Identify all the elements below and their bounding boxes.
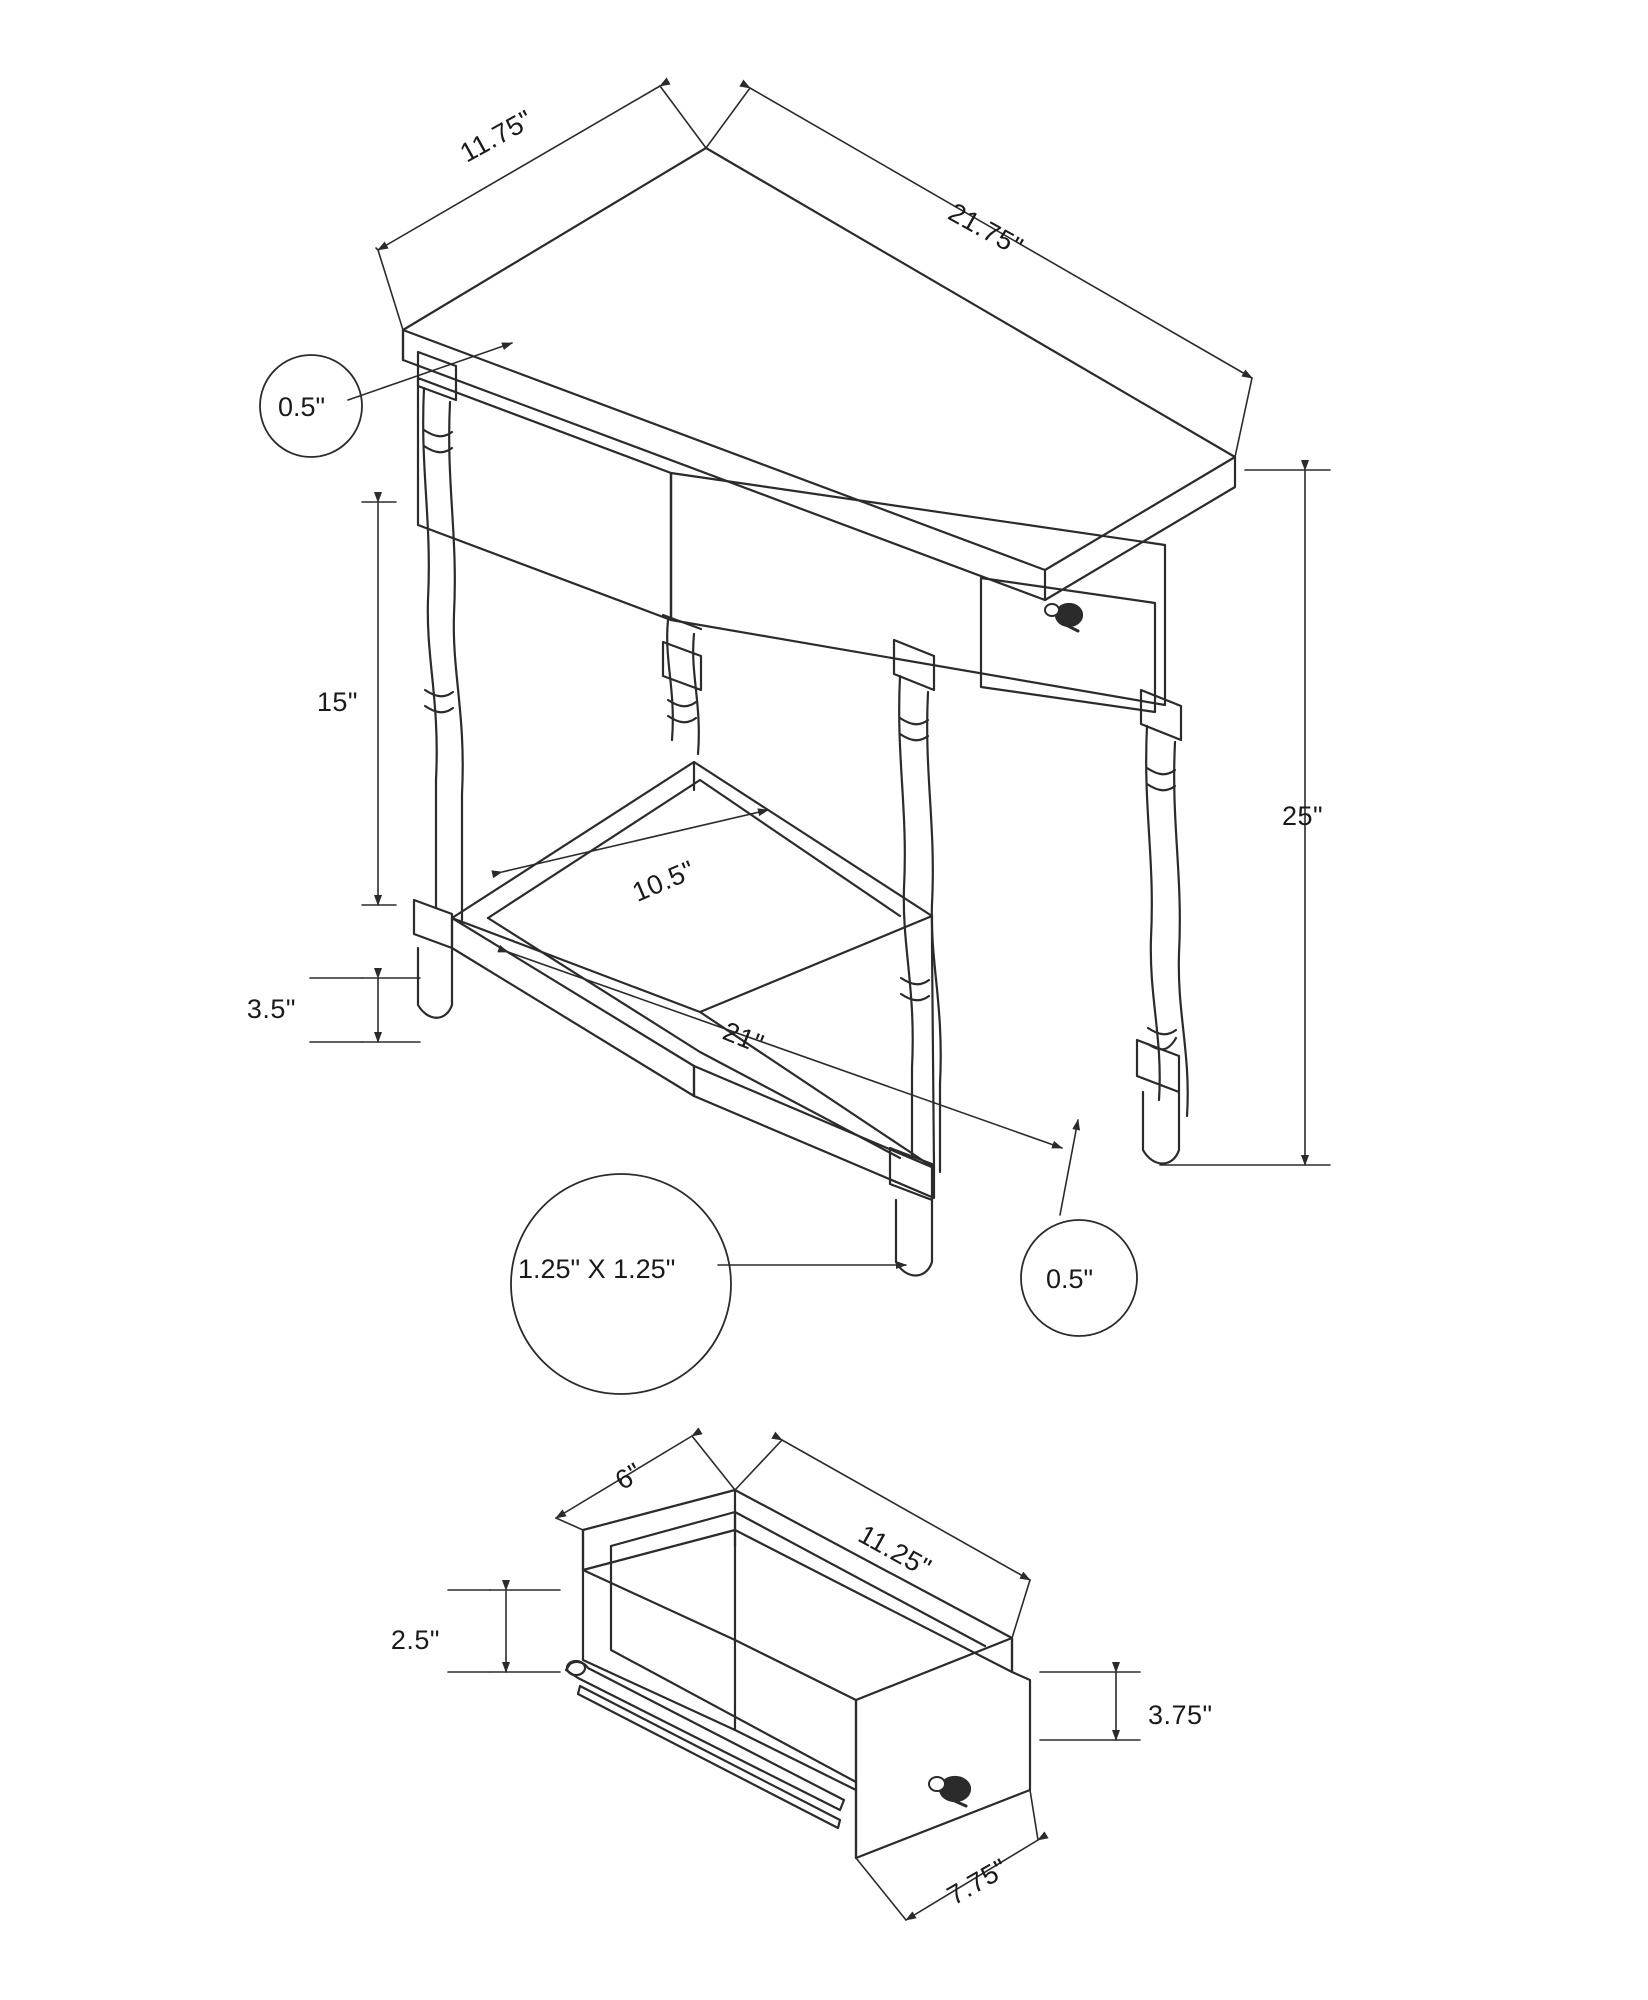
dim-label-top-width: 21.75" bbox=[943, 197, 1029, 263]
dim-label-drawer-side-height: 2.5" bbox=[390, 1625, 440, 1655]
dim-label-shelf-depth: 10.5" bbox=[628, 854, 700, 908]
dim-label-drawer-front-width: 7.75" bbox=[942, 1852, 1013, 1911]
dim-label-leg-section: 1.25" X 1.25" bbox=[518, 1254, 676, 1284]
leg-front-right bbox=[1137, 690, 1188, 1164]
table-apron bbox=[418, 378, 1165, 712]
dim-label-leg-bottom: 3.5" bbox=[246, 994, 296, 1024]
dim-label-leg-height: 15" bbox=[316, 687, 358, 717]
callout-circles bbox=[260, 355, 1137, 1394]
dimension-lines-assembly bbox=[310, 86, 1330, 1265]
dim-label-overall-height: 25" bbox=[1282, 801, 1324, 831]
leg-back-left bbox=[414, 352, 463, 1018]
drawer-knob-assembly bbox=[1045, 604, 1082, 631]
dim-label-top-depth: 11.75" bbox=[455, 104, 538, 169]
dim-label-top-thickness: 0.5" bbox=[278, 392, 326, 422]
dim-label-drawer-front-height: 3.75" bbox=[1148, 1700, 1213, 1730]
table-top bbox=[403, 148, 1235, 600]
dim-label-shelf-width: 21" bbox=[718, 1016, 769, 1060]
drawer-knob-detail bbox=[929, 1777, 970, 1806]
dim-label-shelf-thickness: 0.5" bbox=[1046, 1264, 1094, 1294]
leg-back-right bbox=[663, 615, 701, 754]
dim-label-drawer-width: 11.25" bbox=[853, 1519, 937, 1584]
dimension-lines-drawer bbox=[448, 1436, 1140, 1920]
dim-label-drawer-depth: 6" bbox=[610, 1456, 648, 1496]
